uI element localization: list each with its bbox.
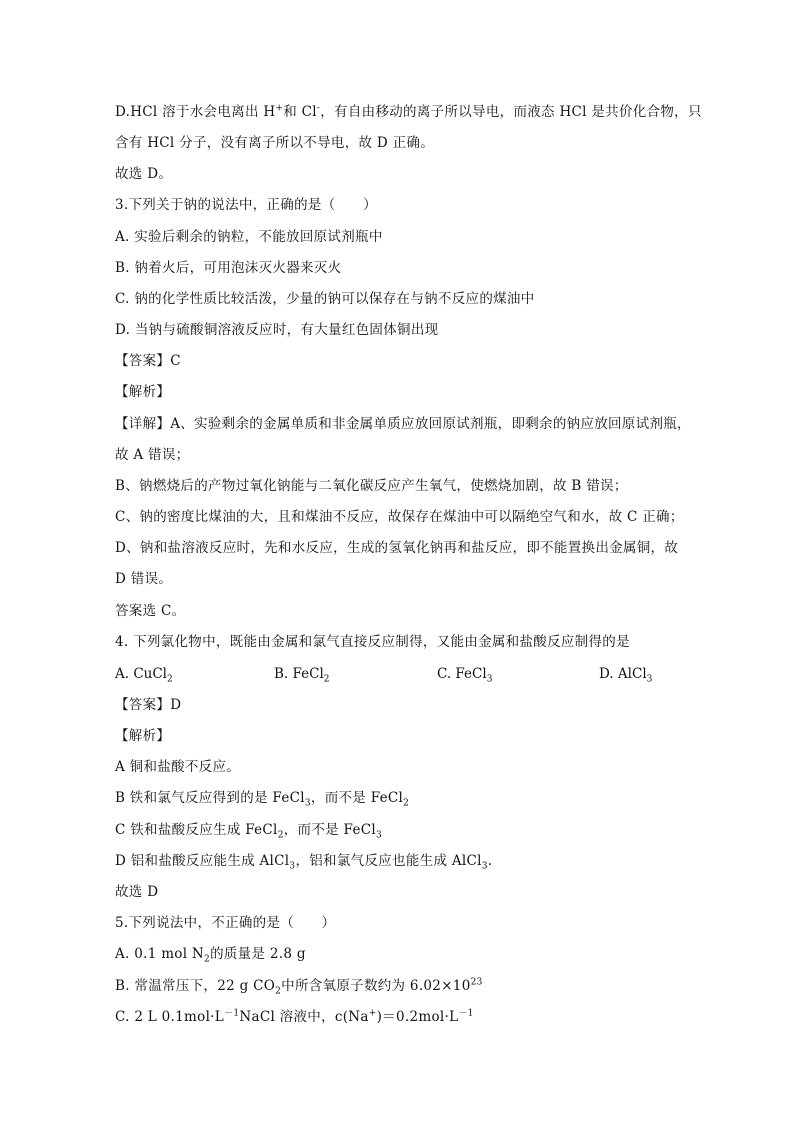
q5-option-b: B. 常温常压下，22 g $CO_2$中所含氧原子数约为 $6.02\times 10^{23}$ (115, 977, 483, 997)
q3-stem: 3.下列关于钠的说法中，正确的是（ ） (115, 197, 377, 213)
q4-analysis-label: 【解析】 (115, 728, 171, 744)
q3-option-b: B. 钠着火后，可用泡沫灭火器来灭火 (115, 260, 342, 276)
q2-conclusion: 故选 D。 (115, 166, 173, 182)
q4-answer: 【答案】D (115, 697, 182, 713)
q3-option-a: A. 实验后剩余的钠粒，不能放回原试剂瓶中 (115, 229, 383, 245)
q4-stem: 4. 下列氯化物中，既能由金属和氯气直接反应制得，又能由金属和盐酸反应制得的是 (115, 634, 630, 650)
q3-analysis-label: 【解析】 (115, 384, 171, 400)
q5-option-a: A. 0.1 mol $N_2$的质量是 2.8 g (115, 946, 306, 965)
q2-option-d-explanation-line2: 含有 HCl 分子，没有离子所以不导电，故 D 正确。 (115, 135, 435, 151)
q3-answer: 【答案】C (115, 353, 181, 369)
q3-conclusion: 答案选 C。 (115, 603, 186, 619)
q4-conclusion: 故选 D (115, 884, 159, 900)
q4-option-d: D. AlCl$_3$ (599, 666, 653, 685)
q3-option-d: D. 当钠与硫酸铜溶液反应时，有大量红色固体铜出现 (115, 322, 439, 338)
q3-detail-line: 【详解】A、实验剩余的金属单质和非金属单质应放回原试剂瓶，即剩余的钠应放回原试剂瓶， (115, 416, 691, 432)
q5-option-c: C. 2 L $0.1mol\cdot L^{-1}NaCl$ 溶液中，$c(Na^+)=0.2mol\cdot L^{-1}$ (115, 1008, 474, 1025)
q4-option-a: A. CuCl$_2$ (115, 666, 173, 685)
q3-detail-line: D 错误。 (115, 571, 173, 587)
q2-option-d-explanation-line1: D.HCl 溶于水会电离出 H+和 Cl-，有自由移动的离子所以导电，而液态 HCl 是共价化合物，只 (115, 103, 702, 120)
q3-option-c: C. 钠的化学性质比较活泼，少量的钠可以保存在与钠不反应的煤油中 (115, 291, 535, 307)
q4-option-c: C. FeCl$_3$ (437, 666, 493, 685)
q5-stem: 5.下列说法中，不正确的是（ ） (115, 915, 336, 931)
q3-detail-line: D、钠和盐溶液反应时，先和水反应，生成的氢氧化钠再和盐反应，即不能置换出金属铜，故 (115, 540, 679, 556)
q4-option-b: B. FeCl$_2$ (274, 666, 330, 685)
q3-detail-line: B、钠燃烧后的产物过氧化钠能与二氧化碳反应产生氧气，使燃烧加剧，故 B 错误； (115, 478, 628, 494)
q4-analysis-a: A 铜和盐酸不反应。 (115, 759, 241, 775)
q4-analysis-b: B 铁和氯气反应得到的是 FeCl$_3$，而不是 FeCl$_2$ (115, 790, 410, 809)
q3-detail-line: 故 A 错误； (115, 447, 190, 463)
q4-analysis-d: D 铝和盐酸反应能生成 AlCl$_3$，铝和氯气反应也能生成 AlCl$_3$. (115, 853, 493, 872)
q4-analysis-c: C 铁和盐酸反应生成 FeCl$_2$，而不是 FeCl$_3$ (115, 822, 383, 841)
q3-detail-line: C、钠的密度比煤油的大，且和煤油不反应，故保存在煤油中可以隔绝空气和水，故 C 正确； (115, 509, 684, 525)
